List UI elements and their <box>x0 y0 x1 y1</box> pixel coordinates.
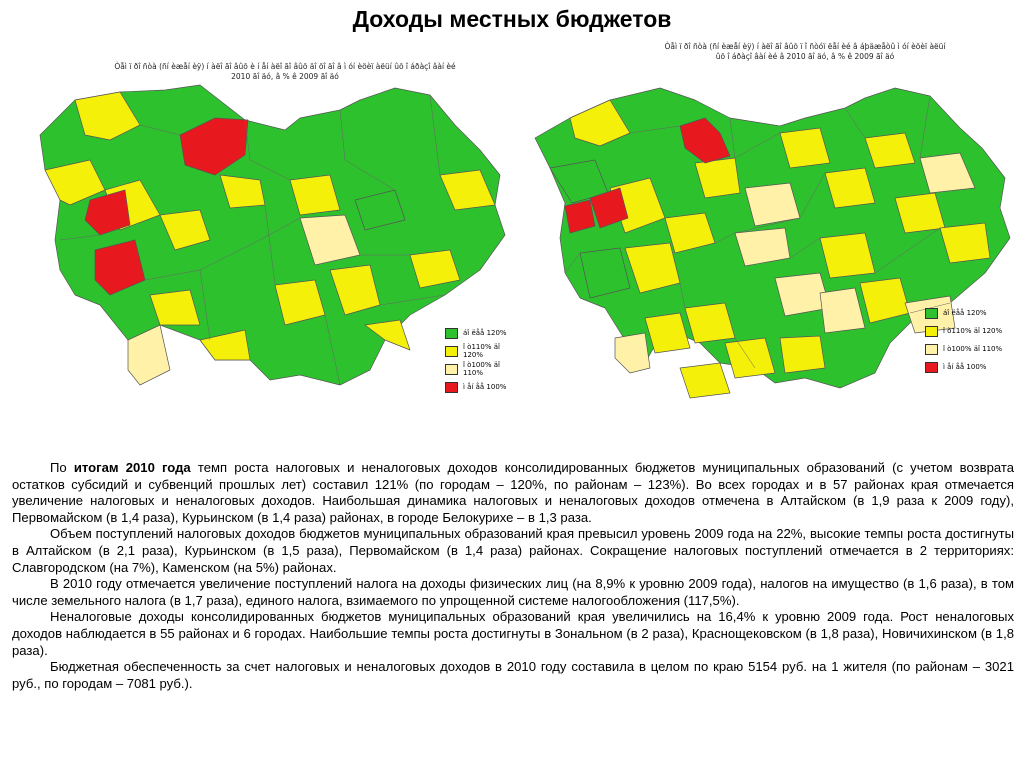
district-region <box>745 183 800 226</box>
district-region <box>615 333 650 373</box>
legend-item <box>925 358 1002 376</box>
map-right-panel <box>520 38 1024 448</box>
legend-item <box>925 340 1002 358</box>
legend-swatch <box>445 382 458 393</box>
legend-label: áî ëåå 120% <box>943 309 987 317</box>
legend-swatch <box>925 308 938 319</box>
legend-item <box>445 378 520 396</box>
paragraph: Объем поступлений налоговых доходов бюджетов муниципальных образований края превысил уровень 2009 года на 22%, высокие темпы роста достигнуты в Алтайском (в 2,1 раза), Курьинском (в 1,5 раза), Первомайском (в 1,4 раза) районах. Сокращение налоговых поступлений отмечается в 2 территориях: Славгородском (на 7%), Каменском (на 5%) районах. <box>12 526 1014 575</box>
report-text <box>12 460 1014 692</box>
legend-item <box>445 342 520 360</box>
district-region <box>680 363 730 398</box>
map-right-title: Òåì ï ðî ñòà (ñí èæåí èÿ) í àëî ãî âûõ ï î ñòóï ëåí èé â áþäæåòû ì óí èöèï àëüí ûõ î áðàçî âàí èé â 2010 ãî äó, â % ê 2009 ãî äó <box>664 42 946 61</box>
paragraph: Неналоговые доходы консолидированных бюджетов муниципальных образований края увеличились на 16,4% к уровню 2009 года. Рост неналоговых доходов наблюдается в 55 районах и 6 городах. Наибольшие темпы роста достигнуты в Зональном (в 2 раза), Краснощековском (в 1,8 раза), Новичихинском (в 1,8 раза). <box>12 609 1014 658</box>
legend-label: áî ëåå 120% <box>463 329 507 337</box>
paragraph-text: темп роста налоговых и неналоговых доходов консолидированных бюджетов муниципальных образований (с учетом возврата остатков субсидий и субвенций прошлых лет) составил 121% (по городам – 120%, по районам – 123%). Во всех городах и в 57 районах края отмечается увеличение налоговых и неналоговых доходов. Наибольшая динамика налоговых и неналоговых доходов отмечена в Алтайском (в 1,9 раза к 2009 году), Первомайском (в 1,4 раза), Курьинском (в 1,4 раза) районах, в городе Белокурихе – в 1,3 раза. <box>12 460 1014 525</box>
legend-label: î ò110% äî 120% <box>463 343 500 359</box>
map-left-svg <box>0 40 520 450</box>
legend-item <box>445 324 520 342</box>
district-region <box>780 336 825 373</box>
legend-swatch <box>925 344 938 355</box>
legend-label: î ò100% äî 110% <box>943 345 1003 353</box>
legend-swatch <box>445 346 458 357</box>
district-region <box>820 233 875 278</box>
paragraph-bold: итогам 2010 года <box>73 460 191 475</box>
paragraph-prefix: По <box>50 460 74 475</box>
paragraph <box>12 460 1014 526</box>
legend-item <box>445 360 520 378</box>
paragraph: В 2010 году отмечается увеличение поступлений налога на доходы физических лиц (на 8,9% к уровню 2009 года), налогов на имущество (в 1,6 раза), в том числе земельного налога (в 1,7 раза), единого налога, взимаемого по упрощенной системе налогообложения (117,5%). <box>12 576 1014 608</box>
map-right-svg <box>520 38 1024 448</box>
map-right-legend <box>925 304 1002 376</box>
map-left-legend <box>445 324 520 396</box>
map-left-panel <box>0 40 520 450</box>
legend-label: î ò100% äî 110% <box>463 361 500 377</box>
legend-swatch <box>445 364 458 375</box>
legend-swatch <box>925 362 938 373</box>
legend-label: î ò110% äî 120% <box>943 327 1003 335</box>
legend-label: ì åí åå 100% <box>943 363 987 371</box>
paragraph: Бюджетная обеспеченность за счет налоговых и неналоговых доходов в 2010 году составила в целом по краю 5154 руб. на 1 жителя (по районам – 3021 руб., по городам – 7081 руб.). <box>12 659 1014 691</box>
legend-label: ì åí åå 100% <box>463 383 507 391</box>
page-title: Доходы местных бюджетов <box>352 6 672 32</box>
legend-swatch <box>925 326 938 337</box>
legend-swatch <box>445 328 458 339</box>
legend-item <box>925 304 1002 322</box>
legend-item <box>925 322 1002 340</box>
map-left-title: Òåì ï ðî ñòà (ñí èæåí èÿ) í àëî ãî âûõ è í åí àëî ãî âûõ äî õî äî â ì óí èöèï àëüí ûõ î áðàçî âàí èé 2010 ãî äó, â % ê 2009 ãî äó <box>114 62 456 81</box>
